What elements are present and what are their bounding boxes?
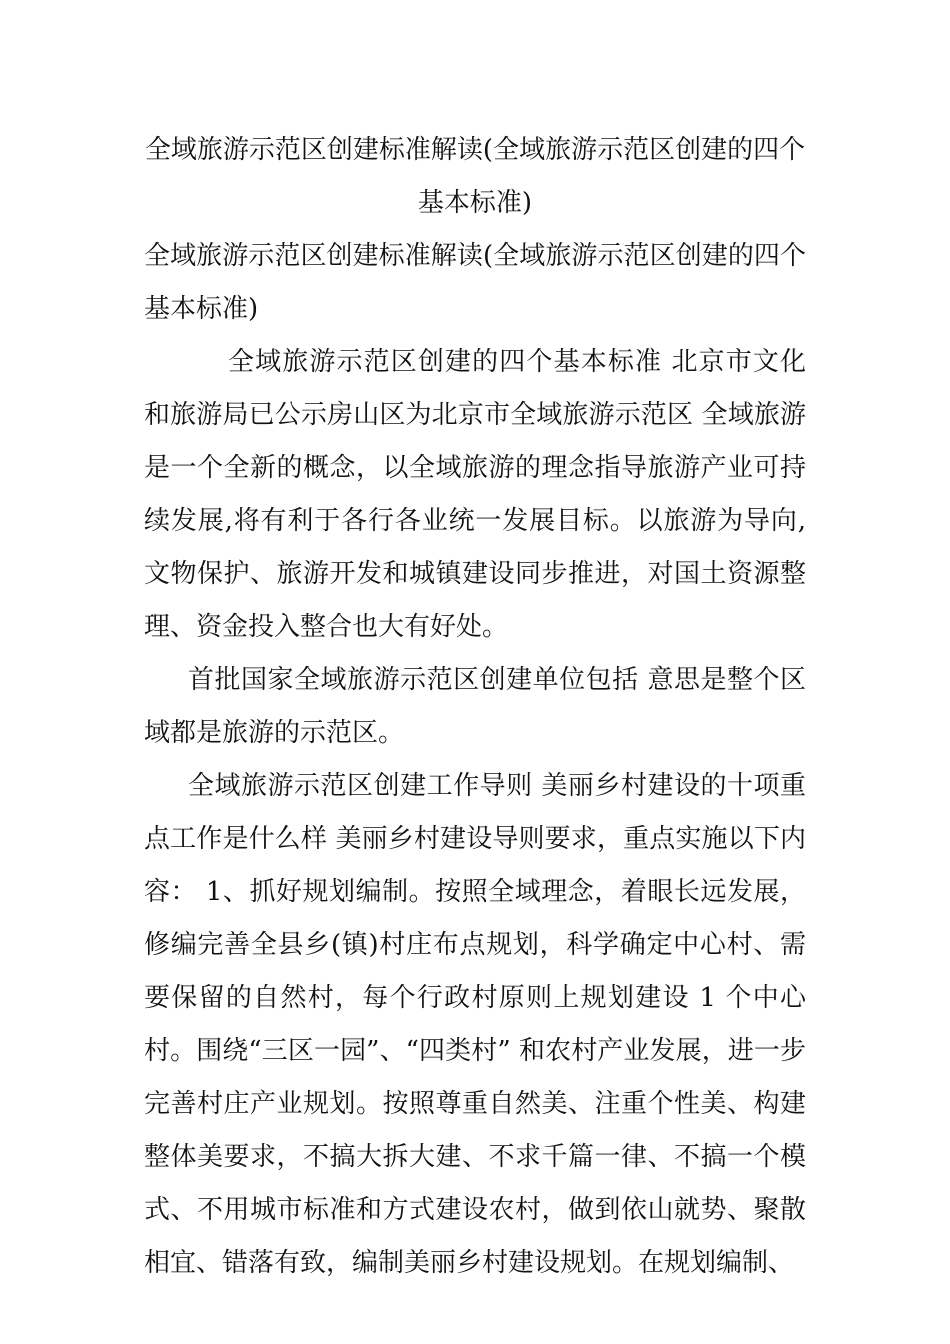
document-subtitle: 全域旅游示范区创建标准解读(全域旅游示范区创建的四个基本标准) [144,241,806,324]
document-body [144,124,806,1290]
paragraph-2: 首批国家全域旅游示范区创建单位包括 意思是整个区域都是旅游的示范区。 [144,665,806,748]
document-title: 全域旅游示范区创建标准解读(全域旅游示范区创建的四个基本标准) [144,135,806,218]
paragraph-3: 全域旅游示范区创建工作导则 美丽乡村建设的十项重点工作是什么样 美丽乡村建设导则要求，重点实施以下内容： 1、抓好规划编制。按照全域理念，着眼长远发展，修编完善全县乡(镇)村庄布点规划，科学确定中心村、需要保留的自然村，每个行政村原则上规划建设 1 个中心村。围绕“三区一园”、“四类村” 和农村产业发展，进一步完善村庄产业规划。按照尊重自然美、注重个性美、构建整体美要求，不搞大拆大建、不求千篇一律、不搞一个模式、不用城市标准和方式建设农村，做到依山就势、聚散相宜、错落有致，编制美丽乡村建设规划。在规划编制、 [144,771,806,1278]
paragraph-1: 全域旅游示范区创建的四个基本标准 北京市文化和旅游局已公示房山区为北京市全域旅游示范区 全域旅游是一个全新的概念，以全域旅游的理念指导旅游产业可持续发展,将有利于各行各业统一发展目标。以旅游为导向,文物保护、旅游开发和城镇建设同步推进，对国土资源整理、资金投入整合也大有好处。 [144,347,806,642]
